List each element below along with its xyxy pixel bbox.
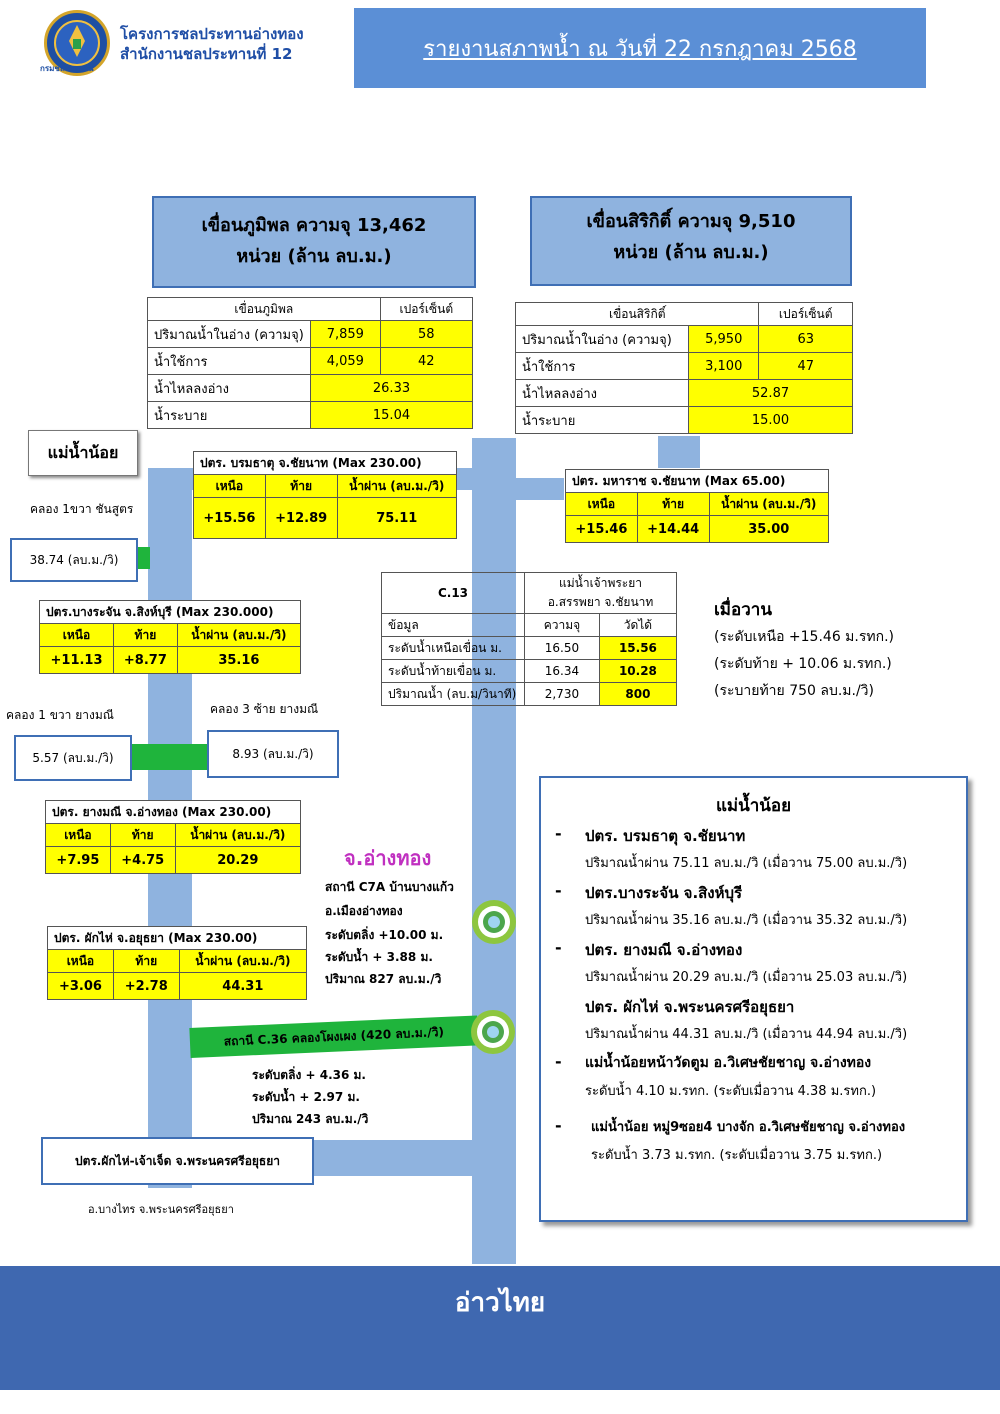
c13-row-label: ระดับน้ำเหนือเขื่อน ม. [382,637,525,660]
yesterday-upper: (ระดับเหนือ +15.46 ม.รทก.) [714,629,894,645]
bhumibol-col-percent: เปอร์เซ็นต์ [380,298,472,321]
yangmani-left-flow-box [207,730,339,778]
summary-item-head: ปตร. ยางมณี จ.อ่างทอง [585,941,743,959]
c13-name: C.13 [382,573,525,614]
summary-bullet: - [555,1052,562,1071]
c13-row-capacity: 2,730 [525,683,600,706]
summary-item-detail: ปริมาณน้ำผ่าน 44.31 ลบ.ม./วิ (เมื่อวาน 44.94 ลบ.ม./วิ) [585,1027,908,1042]
bhumibol-col-name: เขื่อนภูมิพล [148,298,381,321]
noi-river-label: แม่น้ำน้อย [47,442,119,462]
sirikit-col-percent: เปอร์เซ็นต์ [759,303,853,326]
sirikit-inflow-value: 52.87 [689,380,853,407]
c13-row-measured: 800 [599,683,676,706]
phakhai-flow-header: น้ำผ่าน (ลบ.ม./วิ) [179,950,306,973]
summary-title: แม่น้ำน้อย [715,796,792,816]
org-office: สำนักงานชลประทานที่ 12 [120,45,293,63]
phakhai-upper: +3.06 [48,973,114,1000]
borommathat-upper-header: เหนือ [194,475,266,498]
angthong-water-level: ระดับน้ำ + 3.88 ม. [325,950,433,964]
c13-row-label: ระดับน้ำท้ายเขื่อน ม. [382,660,525,683]
chansut-canal [136,547,150,569]
yangmani-right-canal-label: คลอง 1 ขวา ยางมณี [6,708,114,722]
sirikit-title: เขื่อนสิริกิติ์ ความจุ 9,510 [586,211,796,232]
bhumibol-storage-percent: 58 [380,321,472,348]
noi-river-label-box [28,430,138,476]
yesterday-release: (ระบายท้าย 750 ลบ.ม./วิ) [714,683,875,699]
angthong-volume: ปริมาณ 827 ลบ.ม./วิ [325,972,442,986]
yangmani-lower: +4.75 [110,847,175,874]
station-c36-marker [469,1008,517,1056]
c13-river-location: อ.สรรพยา จ.ชัยนาท [547,595,654,609]
gulf-of-thailand-footer [0,1266,1000,1390]
sirikit-release-label: น้ำระบาย [516,407,689,434]
maharat-lower-header: ท้าย [637,493,709,516]
summary-item-head: แม่น้ำน้อยหน้าวัดตูม อ.วิเศษชัยชาญ จ.อ่างทอง [585,1055,872,1071]
borommathat-title: ปตร. บรมธาตุ จ.ชัยนาท (Max 230.00) [194,452,457,475]
sirikit-inflow-label: น้ำไหลลงอ่าง [516,380,689,407]
phakhai-chaochet-box [41,1137,314,1185]
yangmani-upper-header: เหนือ [46,824,111,847]
bhumibol-unit: หน่วย (ล้าน ลบ.ม.) [236,246,392,267]
bhumibol-usable-label: น้ำใช้การ [148,348,311,375]
yangmani-right-flow-box [14,735,132,781]
phakhai-title: ปตร. ผักไห่ จ.อยุธยา (Max 230.00) [48,927,307,950]
angthong-station: สถานี C7A บ้านบางแก้ว [325,880,454,894]
report-title-bar [354,8,926,88]
bhumibol-storage-value: 7,859 [311,321,381,348]
station-marker-icon [469,1008,517,1056]
bangrachan-lower: +8.77 [114,647,178,674]
chansut-flow: 38.74 (ลบ.ม./วิ) [29,552,119,567]
sirikit-table [515,302,853,434]
bhumibol-release-value: 15.04 [311,402,473,429]
c36-bank-level: ระดับตลิ่ง + 4.36 ม. [252,1068,366,1082]
gulf-label: อ่าวไทย [454,1288,546,1318]
angthong-province: จ.อ่างทอง [344,846,432,870]
borommathat-flow: 75.11 [337,498,456,539]
bhumibol-title: เขื่อนภูมิพล ความจุ 13,462 [201,215,427,236]
phakhai-lower: +2.78 [113,973,179,1000]
sirikit-usable-percent: 47 [759,353,853,380]
bangrachan-flow-header: น้ำผ่าน (ลบ.ม./วิ) [177,624,300,647]
summary-item-detail: ปริมาณน้ำผ่าน 75.11 ลบ.ม./วิ (เมื่อวาน 75.00 ลบ.ม./วิ) [585,856,908,871]
c36-label: สถานี C.36 คลองโผงเผง (420 ลบ.ม./วิ) [223,1024,445,1049]
bangrachan-lower-header: ท้าย [114,624,178,647]
maharat-upper: +15.46 [566,516,638,543]
yangmani-flow-header: น้ำผ่าน (ลบ.ม./วิ) [175,824,300,847]
maharat-flow-header: น้ำผ่าน (ลบ.ม./วิ) [709,493,828,516]
bhumibol-usable-percent: 42 [380,348,472,375]
maharat-flow: 35.00 [709,516,828,543]
c13-header-capacity: ความจุ [525,614,600,637]
sirikit-col-name: เขื่อนสิริกิติ์ [516,303,759,326]
maharat-branch [516,478,564,500]
bhumibol-table [147,297,473,429]
bangrachan-upper: +11.13 [40,647,114,674]
station-c7a-marker [470,898,518,946]
sirikit-unit: หน่วย (ล้าน ลบ.ม.) [613,242,769,263]
angthong-district: อ.เมืองอ่างทอง [325,904,403,918]
yesterday-lower: (ระดับท้าย + 10.06 ม.รทก.) [714,656,892,672]
phakhai-chaochet-district: อ.บางไทร จ.พระนครศรีอยุธยา [88,1203,234,1216]
phakhai-gate-table [47,926,307,1000]
chansut-flow-box [10,538,138,582]
yangmani-left-canal-label: คลอง 3 ซ้าย ยางมณี [210,702,319,716]
summary-item-detail: ปริมาณน้ำผ่าน 20.29 ลบ.ม./วิ (เมื่อวาน 25.03 ลบ.ม./วิ) [585,970,908,985]
maharat-upper-header: เหนือ [566,493,638,516]
phakhai-flow: 44.31 [179,973,306,1000]
c36-channel [189,1015,478,1058]
borommathat-lower-header: ท้าย [265,475,337,498]
c13-row-label: ปริมาณน้ำ (ลบ.ม/วินาที) [382,683,525,706]
c13-row-measured: 15.56 [599,637,676,660]
org-name: โครงการชลประทานอ่างทอง [120,25,304,43]
phakhai-chaochet-label: ปตร.ผักไห่-เจ้าเจ็ด จ.พระนครศรีอยุธยา [74,1153,281,1168]
bangrachan-flow: 35.16 [177,647,300,674]
bhumibol-storage-label: ปริมาณน้ำในอ่าง (ความจุ) [148,321,311,348]
yangmani-left-flow: 8.93 (ลบ.ม./วิ) [232,746,314,761]
sirikit-usable-label: น้ำใช้การ [516,353,689,380]
logo-caption: กรมชลประทาน [40,64,94,73]
c13-river-name: แม่น้ำเจ้าพระยา [558,576,643,590]
bhumibol-inflow-label: น้ำไหลลงอ่าง [148,375,311,402]
summary-item-head: ปตร.บางระจัน จ.สิงห์บุรี [585,884,743,902]
c13-river [525,573,677,614]
borommathat-upper: +15.56 [194,498,266,539]
bangrachan-gate-table [39,600,301,674]
sirikit-storage-label: ปริมาณน้ำในอ่าง (ความจุ) [516,326,689,353]
summary-panel [539,776,968,1222]
sirikit-outflow [658,436,700,468]
yangmani-upper: +7.95 [46,847,111,874]
bangrachan-title: ปตร.บางระจัน จ.สิงห์บุรี (Max 230.000) [40,601,301,624]
chansut-canal-label: คลอง 1ขวา ชันสูตร [30,502,134,516]
yangmani-right-flow: 5.57 (ลบ.ม./วิ) [32,750,114,765]
c13-row-capacity: 16.34 [525,660,600,683]
c36-water-level: ระดับน้ำ + 2.97 ม. [252,1090,360,1104]
sirikit-release-value: 15.00 [689,407,853,434]
bhumibol-inflow-value: 26.33 [311,375,473,402]
maharat-title: ปตร. มหาราช จ.ชัยนาท (Max 65.00) [566,470,829,493]
bhumibol-release-label: น้ำระบาย [148,402,311,429]
maharat-gate-table [565,469,829,543]
yangmani-lower-header: ท้าย [110,824,175,847]
summary-item-head: ปตร. บรมธาตุ จ.ชัยนาท [585,827,746,845]
sirikit-usable-value: 3,100 [689,353,759,380]
sirikit-storage-value: 5,950 [689,326,759,353]
bangrachan-upper-header: เหนือ [40,624,114,647]
phakhai-upper-header: เหนือ [48,950,114,973]
borommathat-lower: +12.89 [265,498,337,539]
c13-table [381,572,677,706]
report-title: รายงานสภาพน้ำ ณ วันที่ 22 กรกฎาคม 2568 [423,36,857,62]
angthong-bank-level: ระดับตลิ่ง +10.00 ม. [325,928,444,942]
yesterday-title: เมื่อวาน [714,600,772,620]
summary-item-head: ปตร. ผักไห่ จ.พระนครศรีอยุธยา [585,998,795,1016]
c13-header-measured: วัดได้ [599,614,676,637]
summary-item-detail: ระดับน้ำ 3.73 ม.รทก. (ระดับเมื่อวาน 3.75 ม.รทก.) [591,1148,883,1163]
station-marker-icon [470,898,518,946]
c13-header-data: ข้อมูล [382,614,525,637]
phakhai-lower-header: ท้าย [113,950,179,973]
c13-row-measured: 10.28 [599,660,676,683]
summary-item-detail: ระดับน้ำ 4.10 ม.รทก. (ระดับเมื่อวาน 4.38 ม.รทก.) [585,1084,877,1099]
yangmani-flow: 20.29 [175,847,300,874]
bhumibol-usable-value: 4,059 [311,348,381,375]
bhumibol-dam-header [152,196,476,288]
summary-bullet: - [555,881,562,900]
sirikit-storage-percent: 63 [759,326,853,353]
summary-bullet: - [555,1116,562,1135]
maharat-lower: +14.44 [637,516,709,543]
summary-item-detail: ปริมาณน้ำผ่าน 35.16 ลบ.ม./วิ (เมื่อวาน 35.32 ลบ.ม./วิ) [585,913,908,928]
c13-row-capacity: 16.50 [525,637,600,660]
summary-bullet: - [555,824,562,843]
borommathat-flow-header: น้ำผ่าน (ลบ.ม./วิ) [337,475,456,498]
yangmani-canals [130,744,210,770]
yangmani-gate-table [45,800,301,874]
c36-volume: ปริมาณ 243 ลบ.ม./วิ [252,1112,369,1126]
summary-item-head: แม่น้ำน้อย หมู่9ซอย4 บางจัก อ.วิเศษชัยชาญ จ.อ่างทอง [591,1120,906,1135]
sirikit-dam-header [530,196,852,286]
yangmani-title: ปตร. ยางมณี จ.อ่างทอง (Max 230.00) [46,801,301,824]
summary-bullet: - [555,938,562,957]
borommathat-gate-table [193,451,457,539]
